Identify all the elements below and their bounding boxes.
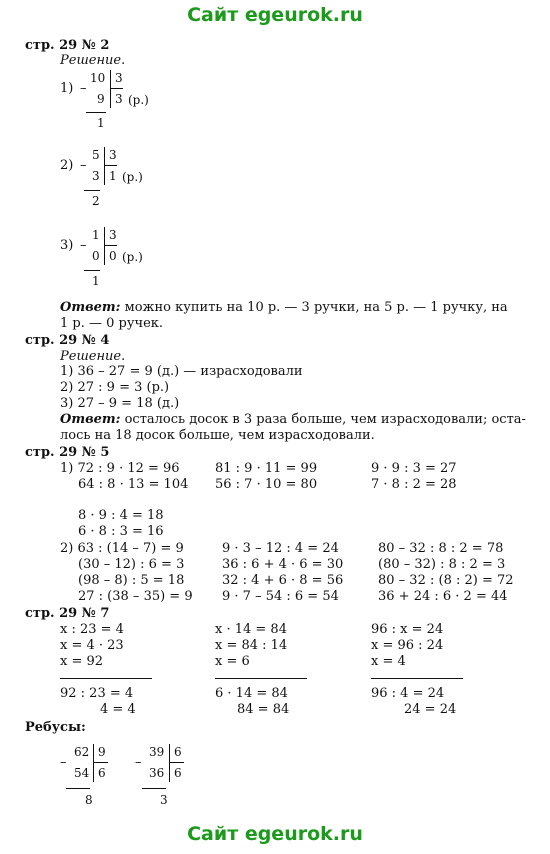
answer-text: осталось досок в 3 раза больше, чем израсходовали; оста- xyxy=(124,412,526,427)
answer-label: Ответ: xyxy=(60,300,121,315)
division-bar xyxy=(104,227,105,265)
dividend: 1 xyxy=(92,228,100,242)
expression: (98 – 8) : 5 = 18 xyxy=(78,573,185,588)
check-equation: 92 : 23 = 4 xyxy=(60,686,134,701)
site-footer-watermark: Сайт egeurok.ru xyxy=(187,823,363,845)
equation: 96 : x = 24 xyxy=(371,622,444,637)
expression: 9 · 3 – 12 : 4 = 24 xyxy=(222,541,339,556)
subtract-line xyxy=(142,788,166,789)
equation: x = 92 xyxy=(60,654,104,669)
expression: 64 : 8 · 13 = 104 xyxy=(78,477,189,492)
expression: 9 · 7 – 54 : 6 = 54 xyxy=(222,589,339,604)
site-header-watermark: Сайт egeurok.ru xyxy=(187,4,363,26)
divisor: 6 xyxy=(174,745,182,759)
remainder: 8 xyxy=(85,793,93,807)
solution-label: Решение. xyxy=(60,53,126,68)
check-result: 24 = 24 xyxy=(404,702,457,717)
item-number: 1) xyxy=(60,81,74,96)
quotient-line xyxy=(170,762,184,763)
section-heading-2: стр. 29 № 2 xyxy=(25,38,110,53)
subtract-line xyxy=(84,270,100,271)
section-heading-7: стр. 29 № 7 xyxy=(25,606,110,621)
remainder: 1 xyxy=(92,274,100,288)
expression: 80 – 32 : (8 : 2) = 72 xyxy=(378,573,514,588)
expression: (80 – 32) : 8 : 2 = 3 xyxy=(378,557,506,572)
subtract-line xyxy=(86,112,106,113)
division-bar xyxy=(93,744,94,782)
check-equation: 96 : 4 = 24 xyxy=(371,686,445,701)
expression: 56 : 7 · 10 = 80 xyxy=(215,477,318,492)
quotient-line xyxy=(111,88,123,89)
quotient: 0 xyxy=(109,249,117,263)
check-separator xyxy=(60,678,152,679)
subtrahend: 0 xyxy=(92,249,100,263)
answer-line-2: лось на 18 досок больше, чем израсходовали. xyxy=(60,428,375,443)
expression: 27 : (38 – 35) = 9 xyxy=(78,589,193,604)
equation: x = 4 · 23 xyxy=(60,638,124,653)
divisor: 3 xyxy=(109,148,117,162)
expression: 32 : 4 + 6 · 8 = 56 xyxy=(222,573,344,588)
answer-line-1 xyxy=(60,300,508,315)
expression: 8 · 9 : 4 = 18 xyxy=(78,508,164,523)
expression: 9 · 9 : 3 = 27 xyxy=(371,461,457,476)
quotient-line xyxy=(105,165,117,166)
solution-step-1: 1) 36 – 27 = 9 (д.) — израсходовали xyxy=(60,364,303,379)
subtract-line xyxy=(66,788,90,789)
section-heading-5: стр. 29 № 5 xyxy=(25,445,110,460)
check-equation: 6 · 14 = 84 xyxy=(215,686,288,701)
quotient: 6 xyxy=(98,766,106,780)
divisor: 9 xyxy=(98,745,106,759)
unit: (р.) xyxy=(122,250,143,264)
check-result: 4 = 4 xyxy=(100,702,136,717)
rebus-title: Ребусы: xyxy=(25,720,86,735)
division-bar xyxy=(104,147,105,185)
expression: 80 – 32 : 8 : 2 = 78 xyxy=(378,541,504,556)
subtrahend: 9 xyxy=(97,92,105,106)
equation: x = 6 xyxy=(215,654,250,669)
check-separator xyxy=(371,678,463,679)
division-bar xyxy=(110,70,111,108)
solution-step-2: 2) 27 : 9 = 3 (р.) xyxy=(60,380,170,395)
answer-line-2: 1 р. — 0 ручек. xyxy=(60,316,164,331)
answer-label: Ответ: xyxy=(60,412,121,427)
check-separator xyxy=(215,678,307,679)
check-result: 84 = 84 xyxy=(237,702,290,717)
equation: x : 23 = 4 xyxy=(60,622,124,637)
equation: x · 14 = 84 xyxy=(215,622,287,637)
expression: (30 – 12) : 6 = 3 xyxy=(78,557,185,572)
remainder: 2 xyxy=(92,194,100,208)
quotient: 6 xyxy=(174,766,182,780)
minus-sign: – xyxy=(135,755,142,770)
equation: x = 4 xyxy=(371,654,406,669)
dividend: 10 xyxy=(90,71,106,85)
equation: x = 96 : 24 xyxy=(371,638,444,653)
solution-label: Решение. xyxy=(60,349,126,364)
expression: 2) 63 : (14 – 7) = 9 xyxy=(60,541,184,556)
unit: (р.) xyxy=(128,93,149,107)
quotient: 1 xyxy=(109,169,117,183)
subtract-line xyxy=(84,190,100,191)
section-heading-4: стр. 29 № 4 xyxy=(25,333,110,348)
dividend: 39 xyxy=(149,745,165,759)
minus-sign: – xyxy=(80,158,87,173)
quotient: 3 xyxy=(115,92,123,106)
remainder: 1 xyxy=(97,116,105,130)
expression: 7 · 8 : 2 = 28 xyxy=(371,477,457,492)
item-number: 2) xyxy=(60,158,74,173)
expression: 1) 72 : 9 · 12 = 96 xyxy=(60,461,180,476)
expression: 36 + 24 : 6 · 2 = 44 xyxy=(378,589,508,604)
item-number: 3) xyxy=(60,238,74,253)
subtrahend: 3 xyxy=(92,169,100,183)
dividend: 62 xyxy=(74,745,90,759)
subtrahend: 36 xyxy=(149,766,165,780)
answer-line-1 xyxy=(60,412,526,427)
minus-sign: – xyxy=(80,238,87,253)
expression: 81 : 9 · 11 = 99 xyxy=(215,461,318,476)
dividend: 5 xyxy=(92,148,100,162)
expression: 6 · 8 : 3 = 16 xyxy=(78,524,164,539)
solution-step-3: 3) 27 – 9 = 18 (д.) xyxy=(60,396,180,411)
unit: (р.) xyxy=(122,170,143,184)
remainder: 3 xyxy=(160,793,168,807)
quotient-line xyxy=(105,245,117,246)
subtrahend: 54 xyxy=(74,766,90,780)
division-bar xyxy=(169,744,170,782)
expression: 36 : 6 + 4 · 6 = 30 xyxy=(222,557,344,572)
minus-sign: – xyxy=(80,81,87,96)
quotient-line xyxy=(94,762,108,763)
minus-sign: – xyxy=(60,755,67,770)
divisor: 3 xyxy=(115,71,123,85)
divisor: 3 xyxy=(109,228,117,242)
answer-text: можно купить на 10 р. — 3 ручки, на 5 р. — 1 ручку, на xyxy=(124,300,508,315)
equation: x = 84 : 14 xyxy=(215,638,288,653)
